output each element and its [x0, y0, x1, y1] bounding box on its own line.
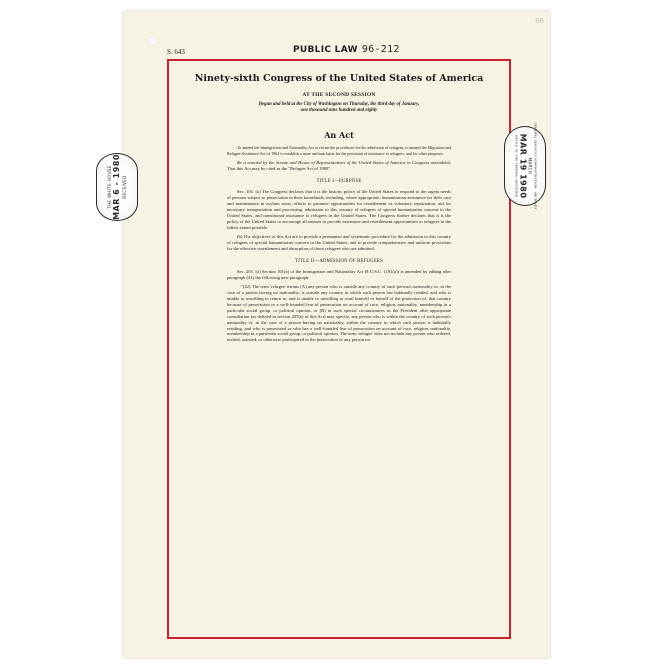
public-law-printed: PUBLIC LAW	[293, 45, 358, 55]
stamp-left-text	[107, 154, 127, 220]
archives-stamp	[504, 122, 546, 210]
stamp-right-text	[514, 123, 537, 210]
section-101a: Sec. 101. (a) The Congress declares that it is the historic policy of the United States to respond to the urgent needs of persons subject to persecution in their homelands, including, where appropriate, humanitarian assistance for their care and maintenance in asylum areas, efforts to promote opportunities for resettlement or voluntary repatriation, aid for necessary transportation and processing, admission to this country of refugees of special humanitarian concern to the United States, and transitional assistance to refugees in the United States. The Congress further declares that it is the policy of the United States to encourage all nations to provide assistance and resettlement opportunities to refugees to the fullest extent possible.	[227, 188, 451, 230]
stamp-right-date: MAR 19 1980	[518, 133, 528, 199]
act-intro: To amend the Immigration and Nationality Act to revise the procedures for the admission of refugees, to amend the Migration and Refugee Assistance Act of 1962 to establish a more uniform basis for the provision of assistance to refugees, and for other purposes.	[227, 145, 451, 156]
begun-line-2: one thousand nine hundred and eighty	[300, 108, 378, 114]
white-house-received-stamp	[96, 153, 138, 221]
stamp-left-date: MAR 6 - 1980	[112, 154, 122, 220]
enacting-tail: That this Act may be cited as the "Refugee Act of 1980".	[227, 165, 332, 171]
session-line: AT THE SECOND SESSION	[302, 92, 376, 98]
public-law-label	[293, 44, 400, 55]
act-body	[227, 145, 451, 343]
title-1-heading: TITLE I—PURPOSE	[316, 178, 362, 184]
punch-hole	[149, 37, 157, 45]
act-heading: An Act	[324, 130, 354, 141]
stamp-left-top: THE WHITE HOUSE	[107, 165, 113, 209]
begun-line-1: Begun and held at the City of Washington on Thursday, the third day of January,	[258, 102, 420, 107]
stamp-right-ring: GENERAL SERVICES ADMINISTRATION · ARCHIVES	[533, 122, 538, 210]
enacting-clause	[227, 160, 451, 172]
stamp-right-bottom: OFFICE OF THE FEDERAL REGISTER	[514, 134, 519, 197]
congress-title: Ninety-sixth Congress of the United States of America	[194, 73, 484, 84]
red-border-frame	[167, 59, 511, 639]
bill-number: S. 643	[167, 48, 185, 56]
section-201a: Sec. 201. (a) Section 101(a) of the Immigration and Nationality Act (8 U.S.C. 1101(a)) is amended by adding after paragraph (41) the following new paragraph:	[227, 268, 451, 280]
corner-mark: 86	[535, 17, 544, 25]
title-2-heading: TITLE II—ADMISSION OF REFUGEES	[295, 258, 383, 264]
public-law-number: 96-212	[361, 44, 400, 55]
stamp-right-month: MARCH	[527, 157, 533, 175]
paragraph-42: "(42) The term 'refugee' means (A) any person who is outside any country of such person's nationality or, in the case of a person having no nationality, is outside any country in which such person last habitually resided, and who is unable or unwilling to return to, and is unable or unwilling to avail himself or herself of the protection of, that country because of persecution or a well-founded fear of persecution on account of race, religion, nationality, membership in a particular social group, or political opinion, or (B) in such special circumstances as the President after appropriate consultation (as defined in section 207(e) of this Act) may specify, any person who is within the country of such person's nationality or, in the case of a person having no nationality, within the country in which such person is habitually residing, and who is persecuted or who has a well-founded fear of persecution on account of race, religion, nationality, membership in a particular social group, or political opinion. The term 'refugee' does not include any person who ordered, incited, assisted, or otherwise participated in the persecution of any person on	[227, 283, 451, 343]
begun-held-line	[177, 102, 501, 114]
stamp-left-bottom: RECEIVED	[121, 175, 127, 199]
document-page	[123, 11, 550, 658]
act-content	[177, 73, 501, 346]
section-101b: (b) The objectives of this Act are to provide a permanent and systematic procedure for the admission to this country of refugees of special humanitarian concern to the United States, and to provide comprehensive and uniform provisions for the effective resettlement and absorption of those refugees who are admitted.	[227, 233, 451, 251]
enacting-italic: Be it enacted by the Senate and House of Representatives of the United States of America in Congress assembled,	[237, 159, 451, 165]
